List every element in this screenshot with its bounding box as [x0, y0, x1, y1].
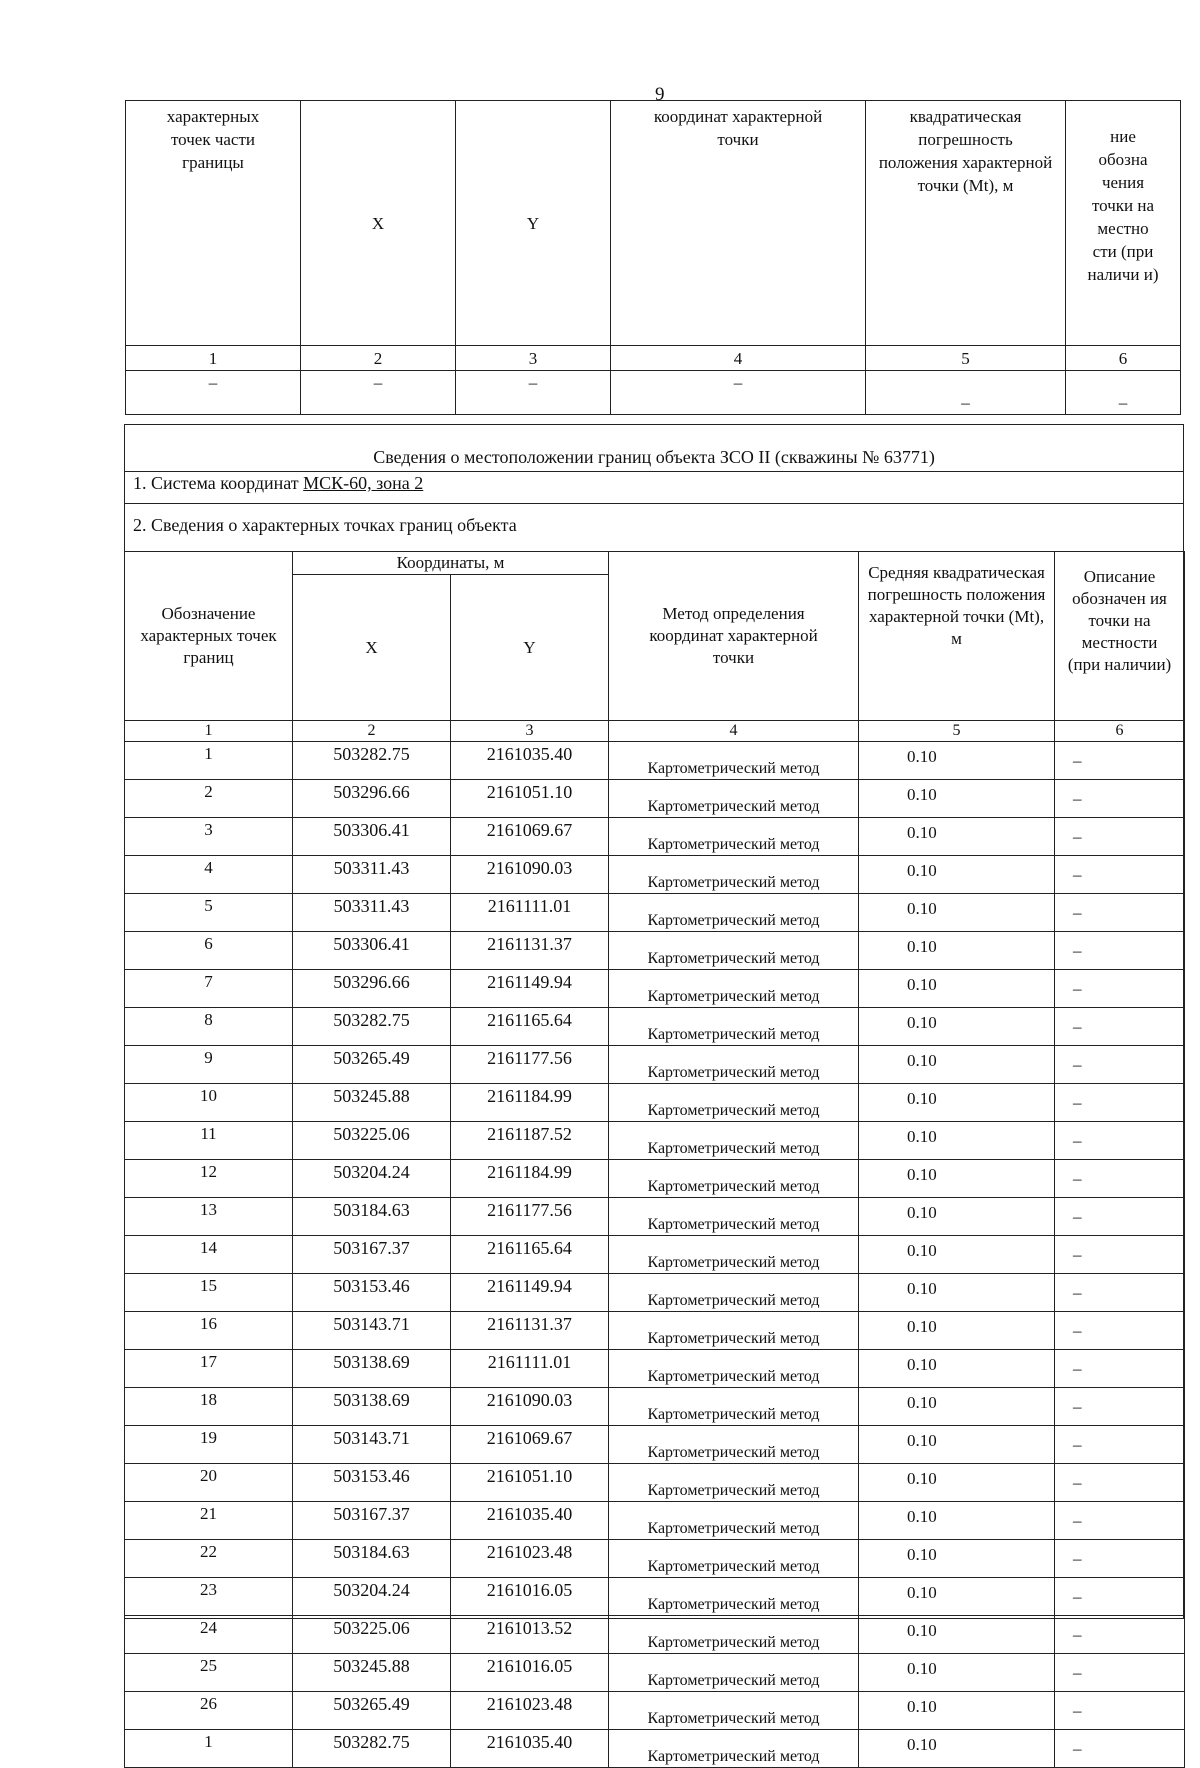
top-col-x-header: X	[301, 101, 456, 346]
point-y: 2161131.37	[451, 932, 609, 970]
table-row	[125, 1160, 1185, 1198]
point-description: –	[1055, 1578, 1185, 1616]
point-error: 0.10	[859, 1426, 1055, 1464]
point-error: 0.10	[859, 1046, 1055, 1084]
point-method: Картометрический метод	[609, 1236, 859, 1274]
point-error: 0.10	[859, 1654, 1055, 1692]
point-number: 22	[125, 1540, 293, 1578]
top-col1-header: характерных точек части границы	[126, 101, 301, 346]
point-x: 503204.24	[293, 1160, 451, 1198]
table-row	[125, 1312, 1185, 1350]
point-number: 20	[125, 1464, 293, 1502]
point-y: 2161023.48	[451, 1540, 609, 1578]
top-table-fragment	[125, 100, 1181, 415]
point-method: Картометрический метод	[609, 1578, 859, 1616]
point-y: 2161111.01	[451, 1350, 609, 1388]
point-method: Картометрический метод	[609, 1730, 859, 1768]
point-x: 503245.88	[293, 1084, 451, 1122]
point-number: 8	[125, 1008, 293, 1046]
point-y: 2161131.37	[451, 1312, 609, 1350]
point-method: Картометрический метод	[609, 1350, 859, 1388]
top-col6-header: ние обозна чения точки на местно сти (при наличи и)	[1066, 101, 1181, 346]
description-header: Описание обозначен ия точки на местности (при наличии)	[1055, 552, 1185, 721]
point-number: 26	[125, 1692, 293, 1730]
point-x: 503143.71	[293, 1426, 451, 1464]
point-description: –	[1055, 1540, 1185, 1578]
coords-header: Координаты, м	[293, 552, 609, 575]
designation-header: Обозначение характерных точек границ	[125, 552, 293, 721]
table-row	[125, 1426, 1185, 1464]
top-col5-header: квадратическая погрешность положения характерной точки (Mt), м	[866, 101, 1066, 346]
point-y: 2161016.05	[451, 1654, 609, 1692]
point-error: 0.10	[859, 1122, 1055, 1160]
point-method: Картометрический метод	[609, 1388, 859, 1426]
point-description: –	[1055, 1312, 1185, 1350]
table-row	[125, 1236, 1185, 1274]
page-number: 9	[655, 84, 665, 105]
point-method: Картометрический метод	[609, 1312, 859, 1350]
point-description: –	[1055, 932, 1185, 970]
point-x: 503167.37	[293, 1236, 451, 1274]
point-number: 7	[125, 970, 293, 1008]
point-y: 2161016.05	[451, 1578, 609, 1616]
point-error: 0.10	[859, 1502, 1055, 1540]
point-method: Картометрический метод	[609, 1084, 859, 1122]
point-method: Картометрический метод	[609, 1426, 859, 1464]
point-x: 503138.69	[293, 1388, 451, 1426]
table-row	[125, 1616, 1185, 1654]
table-row	[125, 1122, 1185, 1160]
point-number: 17	[125, 1350, 293, 1388]
point-description: –	[1055, 1198, 1185, 1236]
point-x: 503296.66	[293, 780, 451, 818]
point-description: –	[1055, 1730, 1185, 1768]
point-method: Картометрический метод	[609, 1122, 859, 1160]
x-header: X	[293, 575, 451, 721]
point-error: 0.10	[859, 1198, 1055, 1236]
point-x: 503282.75	[293, 1730, 451, 1768]
y-header: Y	[451, 575, 609, 721]
points-rows	[125, 742, 1185, 1768]
point-method: Картометрический метод	[609, 780, 859, 818]
point-error: 0.10	[859, 1274, 1055, 1312]
point-method: Картометрический метод	[609, 1692, 859, 1730]
point-method: Картометрический метод	[609, 1160, 859, 1198]
point-description: –	[1055, 1654, 1185, 1692]
points-title: 2. Сведения о характерных точках границ объекта	[133, 515, 517, 535]
table-row	[125, 1692, 1185, 1730]
table-row	[125, 1540, 1185, 1578]
point-number: 12	[125, 1160, 293, 1198]
point-method: Картометрический метод	[609, 1654, 859, 1692]
point-error: 0.10	[859, 1692, 1055, 1730]
point-number: 15	[125, 1274, 293, 1312]
table-row	[125, 1464, 1185, 1502]
point-description: –	[1055, 1426, 1185, 1464]
point-x: 503204.24	[293, 1578, 451, 1616]
point-y: 2161165.64	[451, 1236, 609, 1274]
point-number: 10	[125, 1084, 293, 1122]
point-method: Картометрический метод	[609, 1274, 859, 1312]
point-method: Картометрический метод	[609, 818, 859, 856]
point-y: 2161090.03	[451, 856, 609, 894]
point-x: 503138.69	[293, 1350, 451, 1388]
point-x: 503153.46	[293, 1464, 451, 1502]
point-number: 11	[125, 1122, 293, 1160]
point-number: 9	[125, 1046, 293, 1084]
point-x: 503153.46	[293, 1274, 451, 1312]
table-row	[125, 1046, 1185, 1084]
point-y: 2161149.94	[451, 1274, 609, 1312]
point-error: 0.10	[859, 818, 1055, 856]
point-y: 2161149.94	[451, 970, 609, 1008]
point-number: 1	[125, 1730, 293, 1768]
point-error: 0.10	[859, 1464, 1055, 1502]
point-error: 0.10	[859, 894, 1055, 932]
point-description: –	[1055, 1464, 1185, 1502]
points-table	[124, 551, 1185, 1768]
point-error: 0.10	[859, 1312, 1055, 1350]
point-x: 503265.49	[293, 1692, 451, 1730]
method-header: Метод определения координат характерной точки	[609, 552, 859, 721]
point-y: 2161069.67	[451, 818, 609, 856]
point-x: 503282.75	[293, 1008, 451, 1046]
point-y: 2161177.56	[451, 1198, 609, 1236]
point-x: 503143.71	[293, 1312, 451, 1350]
point-y: 2161035.40	[451, 1502, 609, 1540]
top-col-y-header: Y	[456, 101, 611, 346]
point-method: Картометрический метод	[609, 1540, 859, 1578]
table-row	[125, 932, 1185, 970]
point-error: 0.10	[859, 1388, 1055, 1426]
point-description: –	[1055, 1122, 1185, 1160]
point-error: 0.10	[859, 1084, 1055, 1122]
table-row	[125, 742, 1185, 780]
point-method: Картометрический метод	[609, 856, 859, 894]
table-row	[125, 1274, 1185, 1312]
point-y: 2161187.52	[451, 1122, 609, 1160]
point-number: 6	[125, 932, 293, 970]
point-x: 503311.43	[293, 856, 451, 894]
coord-system-value: МСК-60, зона 2	[303, 473, 424, 493]
point-description: –	[1055, 1160, 1185, 1198]
point-y: 2161051.10	[451, 780, 609, 818]
point-x: 503167.37	[293, 1502, 451, 1540]
table-row	[125, 894, 1185, 932]
top-col4-header: координат характерной точки	[611, 101, 866, 346]
table-row	[125, 1578, 1185, 1616]
point-error: 0.10	[859, 1578, 1055, 1616]
point-error: 0.10	[859, 1008, 1055, 1046]
point-y: 2161165.64	[451, 1008, 609, 1046]
point-x: 503265.49	[293, 1046, 451, 1084]
point-description: –	[1055, 894, 1185, 932]
point-error: 0.10	[859, 970, 1055, 1008]
point-description: –	[1055, 742, 1185, 780]
table-row	[125, 1008, 1185, 1046]
point-error: 0.10	[859, 1540, 1055, 1578]
point-y: 2161035.40	[451, 1730, 609, 1768]
point-description: –	[1055, 1274, 1185, 1312]
table-row	[125, 970, 1185, 1008]
point-y: 2161184.99	[451, 1084, 609, 1122]
coord-system: 1. Система координат МСК-60, зона 2	[133, 473, 424, 493]
point-number: 2	[125, 780, 293, 818]
point-y: 2161035.40	[451, 742, 609, 780]
column-number-row: 1 2 3 4 5 6	[125, 721, 1185, 742]
point-method: Картометрический метод	[609, 1046, 859, 1084]
point-method: Картометрический метод	[609, 970, 859, 1008]
point-x: 503296.66	[293, 970, 451, 1008]
table-row	[125, 818, 1185, 856]
point-number: 25	[125, 1654, 293, 1692]
point-number: 18	[125, 1388, 293, 1426]
point-x: 503184.63	[293, 1540, 451, 1578]
point-description: –	[1055, 818, 1185, 856]
point-error: 0.10	[859, 856, 1055, 894]
table-row	[125, 1084, 1185, 1122]
point-description: –	[1055, 1502, 1185, 1540]
point-number: 1	[125, 742, 293, 780]
section-title: Сведения о местоположении границ объекта ЗСО II (скважины № 63771)	[373, 447, 935, 467]
point-description: –	[1055, 1008, 1185, 1046]
table-row	[125, 1502, 1185, 1540]
point-description: –	[1055, 780, 1185, 818]
point-number: 23	[125, 1578, 293, 1616]
table-row	[125, 856, 1185, 894]
table-row	[125, 1350, 1185, 1388]
table-row	[125, 1388, 1185, 1426]
point-y: 2161069.67	[451, 1426, 609, 1464]
point-description: –	[1055, 1692, 1185, 1730]
error-header: Средняя квадратическая погрешность положения характерной точки (Mt), м	[859, 552, 1055, 721]
point-description: –	[1055, 1046, 1185, 1084]
point-number: 14	[125, 1236, 293, 1274]
point-x: 503225.06	[293, 1122, 451, 1160]
point-x: 503282.75	[293, 742, 451, 780]
point-method: Картометрический метод	[609, 894, 859, 932]
table-row	[125, 1730, 1185, 1768]
table-row	[125, 1198, 1185, 1236]
point-method: Картометрический метод	[609, 1008, 859, 1046]
point-description: –	[1055, 1236, 1185, 1274]
point-description: –	[1055, 1388, 1185, 1426]
point-number: 24	[125, 1616, 293, 1654]
point-description: –	[1055, 1616, 1185, 1654]
point-error: 0.10	[859, 1236, 1055, 1274]
point-description: –	[1055, 1350, 1185, 1388]
point-error: 0.10	[859, 1616, 1055, 1654]
point-number: 19	[125, 1426, 293, 1464]
point-x: 503225.06	[293, 1616, 451, 1654]
point-description: –	[1055, 856, 1185, 894]
point-x: 503306.41	[293, 818, 451, 856]
point-number: 13	[125, 1198, 293, 1236]
point-x: 503184.63	[293, 1198, 451, 1236]
top-dash-row: – – – – – –	[126, 371, 1181, 415]
boundary-section	[124, 424, 1184, 1765]
point-y: 2161111.01	[451, 894, 609, 932]
point-number: 16	[125, 1312, 293, 1350]
point-method: Картометрический метод	[609, 1198, 859, 1236]
point-x: 503245.88	[293, 1654, 451, 1692]
point-number: 21	[125, 1502, 293, 1540]
point-description: –	[1055, 1084, 1185, 1122]
table-row	[125, 780, 1185, 818]
point-y: 2161023.48	[451, 1692, 609, 1730]
section-divider	[125, 503, 1183, 504]
point-method: Картометрический метод	[609, 932, 859, 970]
point-number: 3	[125, 818, 293, 856]
point-method: Картометрический метод	[609, 1616, 859, 1654]
point-error: 0.10	[859, 780, 1055, 818]
point-number: 4	[125, 856, 293, 894]
point-method: Картометрический метод	[609, 1464, 859, 1502]
point-error: 0.10	[859, 932, 1055, 970]
point-y: 2161013.52	[451, 1616, 609, 1654]
point-method: Картометрический метод	[609, 742, 859, 780]
point-y: 2161184.99	[451, 1160, 609, 1198]
point-x: 503311.43	[293, 894, 451, 932]
point-error: 0.10	[859, 1350, 1055, 1388]
point-error: 0.10	[859, 742, 1055, 780]
point-error: 0.10	[859, 1160, 1055, 1198]
point-y: 2161090.03	[451, 1388, 609, 1426]
point-description: –	[1055, 970, 1185, 1008]
point-number: 5	[125, 894, 293, 932]
top-num-row: 1 2 3 4 5 6	[126, 346, 1181, 371]
table-row	[125, 1654, 1185, 1692]
section-divider	[125, 471, 1183, 472]
point-y: 2161177.56	[451, 1046, 609, 1084]
point-x: 503306.41	[293, 932, 451, 970]
point-y: 2161051.10	[451, 1464, 609, 1502]
point-error: 0.10	[859, 1730, 1055, 1768]
point-method: Картометрический метод	[609, 1502, 859, 1540]
